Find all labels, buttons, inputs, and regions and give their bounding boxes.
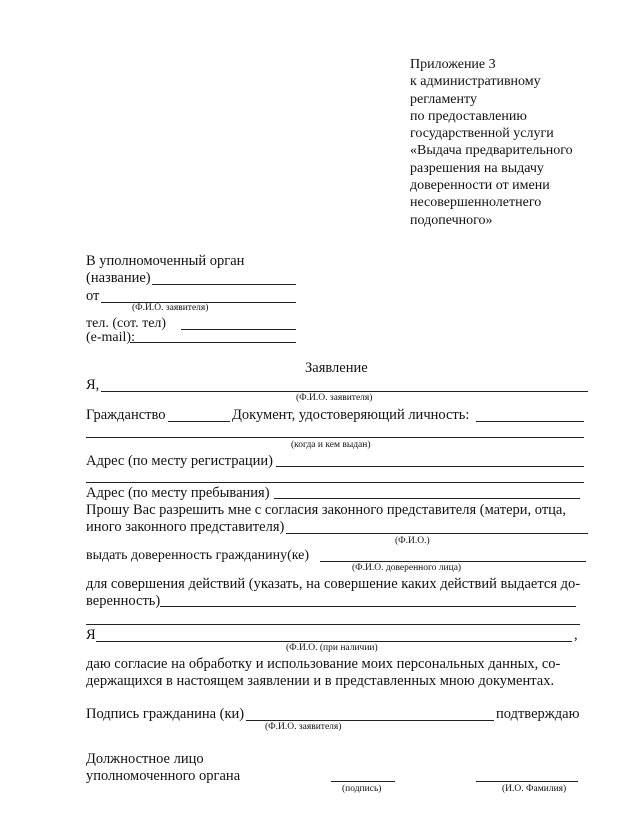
comma: , — [574, 627, 578, 643]
signature-field[interactable] — [246, 720, 494, 721]
fio-hint: (Ф.И.О.) — [395, 536, 430, 546]
appendix-line: государственной услуги — [410, 126, 554, 142]
representative-fio-field[interactable] — [286, 533, 588, 534]
actions-field-2[interactable] — [86, 624, 580, 625]
i-label: Я, — [86, 377, 100, 393]
appendix-line: разрешения на выдачу — [410, 160, 544, 176]
appendix-line: несовершеннолетнего — [410, 195, 542, 211]
appendix-line: подопечного» — [410, 212, 493, 228]
id-document-field-2[interactable] — [86, 437, 584, 438]
consent-line-1: даю согласие на обработку и использование моих персональных данных, со- — [86, 656, 561, 672]
actions-line-2: веренность) — [86, 593, 161, 609]
appendix-line: доверенности от имени — [410, 178, 550, 194]
org-name-field[interactable] — [152, 284, 296, 285]
issue-poa-label: выдать доверенность гражданину(ке) — [86, 548, 310, 563]
phone-label: тел. (сот. тел) — [86, 316, 167, 331]
actions-field[interactable] — [160, 606, 576, 607]
signature-label: Подпись гражданина (ки) — [86, 706, 245, 722]
appendix-line: по предоставлению — [410, 108, 527, 124]
stay-address-field[interactable] — [274, 498, 580, 499]
request-line-2: иного законного представителя) — [86, 519, 285, 535]
reg-address-field[interactable] — [276, 466, 584, 467]
stay-address-label: Адрес (по месту пребывания) — [86, 485, 270, 501]
official-name-field[interactable] — [476, 781, 578, 782]
org-name-label: (название) — [86, 270, 151, 286]
issued-hint: (когда и кем выдан) — [291, 440, 371, 450]
id-document-field[interactable] — [476, 421, 584, 422]
to-org-label: В уполномоченный орган — [86, 253, 245, 269]
fio-applicant-hint: (Ф.И.О. заявителя) — [132, 303, 209, 313]
fio-applicant-hint-2: (Ф.И.О. заявителя) — [296, 393, 373, 403]
page-title: Заявление — [305, 360, 368, 376]
actions-line-1: для совершения действий (указать, на совершение каких действий выдается до- — [86, 576, 581, 592]
reg-address-label: Адрес (по месту регистрации) — [86, 453, 273, 469]
id-document-label: Документ, удостоверяющий личность: — [232, 407, 470, 423]
consent-fio-field[interactable] — [96, 641, 572, 642]
email-label: (e-mail): — [86, 330, 135, 345]
fio-applicant-hint-3: (Ф.И.О. заявителя) — [265, 722, 342, 732]
official-line-1: Должностное лицо — [86, 751, 204, 767]
email-field[interactable] — [130, 342, 296, 343]
citizenship-field[interactable] — [168, 421, 230, 422]
reg-address-field-2[interactable] — [86, 482, 584, 483]
i2-label: Я — [86, 627, 96, 643]
appendix-line: «Выдача предварительного — [410, 143, 573, 159]
official-line-2: уполномоченного органа — [86, 768, 241, 784]
fio-optional-hint: (Ф.И.О. (при наличии) — [286, 643, 378, 653]
sign-hint: (подпись) — [342, 784, 382, 794]
consent-line-2: держащихся в настоящем заявлении и в представленных мною документах. — [86, 673, 555, 689]
official-sign-field[interactable] — [331, 781, 395, 782]
appendix-line: Приложение 3 — [410, 57, 496, 72]
citizenship-label: Гражданство — [86, 407, 166, 423]
applicant-fio-field[interactable] — [101, 391, 588, 392]
name-hint: (И.О. Фамилия) — [502, 784, 567, 794]
request-line-1: Прошу Вас разрешить мне с согласия законного представителя (матери, отца, — [86, 502, 566, 518]
appendix-line: регламенту — [410, 91, 477, 107]
confirm-label: подтверждаю — [496, 706, 580, 722]
phone-field[interactable] — [181, 329, 296, 330]
trusted-person-field[interactable] — [320, 561, 586, 562]
fio-trusted-hint: (Ф.И.О. доверенного лица) — [352, 563, 462, 573]
appendix-line: к административному — [410, 74, 541, 90]
from-label: от — [86, 288, 100, 304]
appendix-block — [410, 56, 573, 229]
